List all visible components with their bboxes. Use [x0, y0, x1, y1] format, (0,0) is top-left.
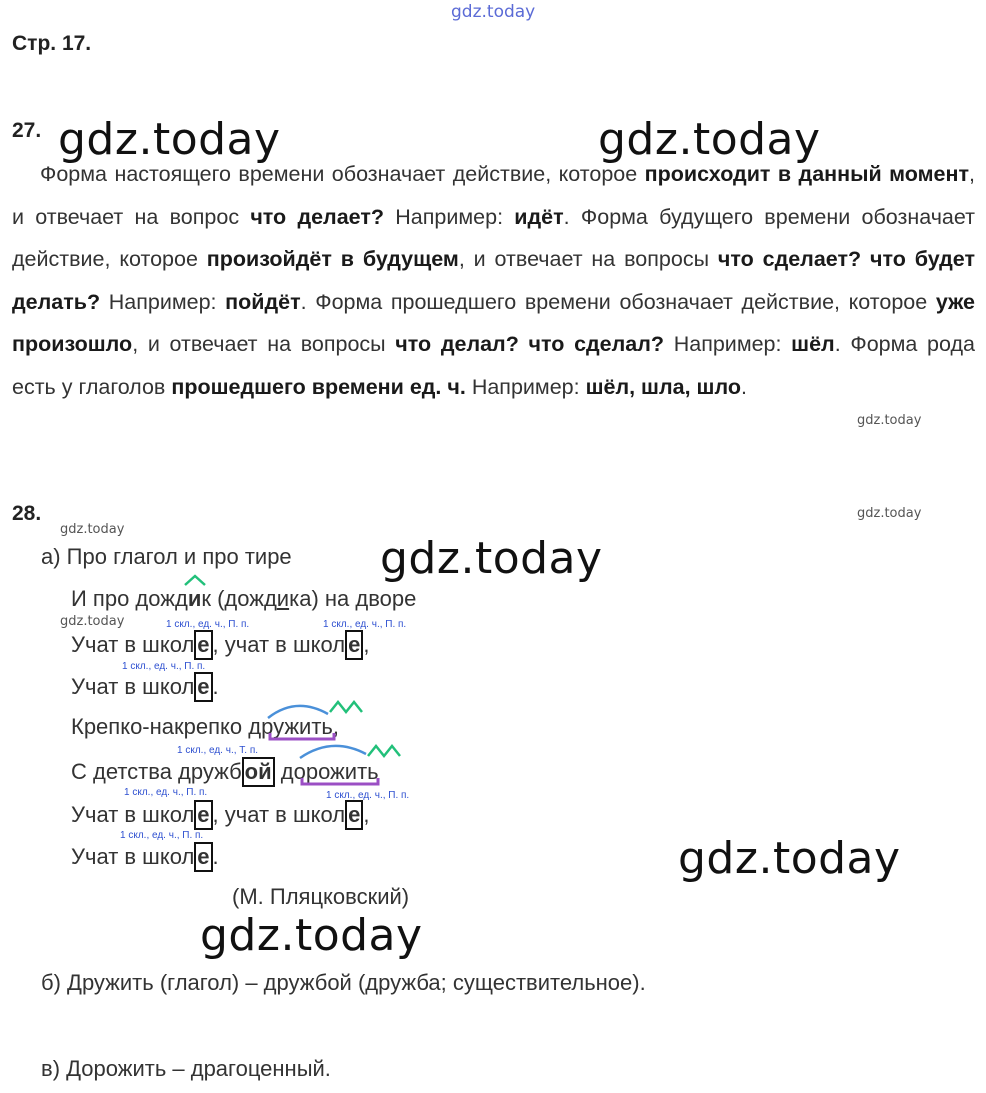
- text-run: Например:: [664, 332, 792, 356]
- text-bold: шёл, шла, шло: [585, 374, 741, 399]
- watermark-small: gdz.today: [857, 506, 922, 521]
- text-bold: что делал? что сделал?: [395, 332, 665, 356]
- root-letter: и: [188, 586, 202, 611]
- case-note: 1 скл., ед. ч., Т. п.: [177, 745, 259, 756]
- poem-line-8: Учат в школ е .: [71, 842, 219, 872]
- verb-word: дружить: [248, 714, 333, 739]
- part-a-heading: а) Про глагол и про тире: [41, 544, 292, 569]
- watermark-small: gdz.today: [60, 614, 125, 629]
- case-note: 1 скл., ед. ч., П. п.: [166, 619, 250, 630]
- part-b-answer: б) Дружить (глагол) – дружбой (дружба; существительное).: [41, 970, 646, 995]
- text-bold: уже произошло: [12, 289, 975, 356]
- poem-line-5: Крепко-накрепко дружить,: [71, 714, 339, 739]
- text-run: , и отвечает на вопрос: [12, 162, 975, 229]
- case-note: 1 скл., ед. ч., П. п.: [120, 830, 204, 841]
- exercise-27-number: 27.: [12, 119, 42, 142]
- text-bold: произойдёт в будущем: [206, 247, 459, 271]
- text-run: , и отвечает на вопросы: [132, 332, 396, 356]
- text-run: , и отвечает на вопросы: [458, 247, 718, 271]
- text-run: . Форма будущего времени обозначает действие, которое: [12, 204, 975, 271]
- ending-box: е: [194, 842, 212, 872]
- text-bold: происходит в данный момент: [644, 162, 970, 186]
- poem-line-2: И про дожди к (дождика) на дворе: [71, 586, 416, 612]
- watermark-small: gdz.today: [60, 522, 125, 537]
- watermark-large: gdz.today: [380, 533, 603, 584]
- watermark-small: gdz.today: [857, 413, 922, 428]
- root-mark-icon: [184, 574, 206, 586]
- case-note: 1 скл., ед. ч., П. п.: [323, 619, 407, 630]
- poem-line-6: С детства дружб ой дорожить: [71, 757, 379, 787]
- text-bold: прошедшего времени ед. ч.: [171, 374, 466, 399]
- page-label: Стр. 17.: [12, 32, 92, 55]
- watermark-large: gdz.today: [678, 833, 901, 884]
- poem-line-3: Учат в школ е , учат в школ е ,: [71, 630, 369, 660]
- case-note: 1 скл., ед. ч., П. п.: [122, 661, 206, 672]
- text-run: Например:: [100, 289, 226, 314]
- text-run: .: [740, 374, 747, 399]
- ending-box: ой: [242, 757, 275, 787]
- ending-box: е: [345, 800, 363, 830]
- text-run: . Форма прошедшего времени обозначает действие, которое: [300, 289, 936, 314]
- text-run: . Форма рода есть у глаголов: [12, 332, 975, 399]
- ending-box: е: [194, 630, 212, 660]
- text-bold: шёл: [791, 332, 835, 356]
- text-bold: что делает?: [250, 204, 385, 229]
- text-run: Форма настоящего времени обозначает действие, которое: [40, 162, 645, 186]
- text-bold: идёт: [514, 204, 564, 229]
- exercise-28-number: 28.: [12, 502, 42, 525]
- text-run: Например:: [384, 204, 515, 229]
- text-bold: что сделает? что будет делать?: [12, 247, 975, 314]
- poem-author: (М. Пляцковский): [232, 884, 410, 909]
- watermark-top: gdz.today: [451, 2, 536, 22]
- watermark-large: gdz.today: [58, 114, 281, 165]
- watermark-large: gdz.today: [598, 114, 821, 165]
- case-note: 1 скл., ед. ч., П. п.: [326, 790, 410, 801]
- ending-box: е: [345, 630, 363, 660]
- text-bold: пойдёт: [225, 289, 301, 314]
- morpheme-marks-icon: [296, 740, 412, 792]
- poem-line-4: Учат в школ е .: [71, 672, 219, 702]
- watermark-large: gdz.today: [200, 910, 423, 961]
- part-c-answer: в) Дорожить – драгоценный.: [41, 1056, 331, 1081]
- ending-box: е: [194, 672, 212, 702]
- case-note: 1 скл., ед. ч., П. п.: [124, 787, 208, 798]
- text-run: Например:: [465, 374, 586, 399]
- ending-box: е: [194, 800, 212, 830]
- poem-line-7: Учат в школ е , учат в школ е ,: [71, 800, 369, 830]
- exercise-27-text: [12, 153, 975, 408]
- verb-word: дорожить: [280, 759, 379, 784]
